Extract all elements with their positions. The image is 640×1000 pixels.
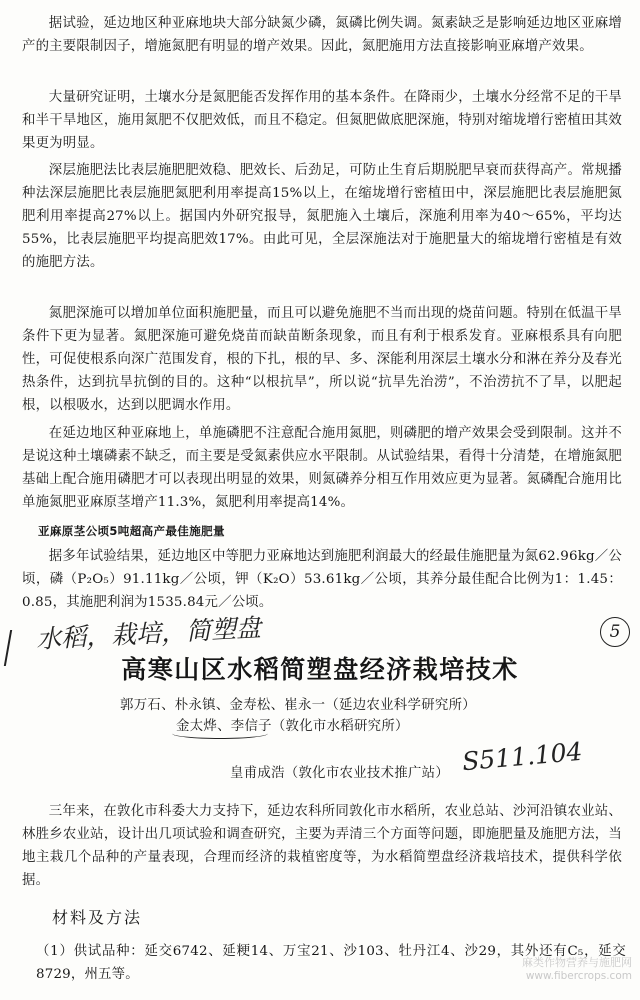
paragraph-optimal-rate: 据多年试验结果，延边地区中等肥力亚麻地达到施肥利润最大的经最佳施肥量为氮62.96kg／公顷，磷（P₂O₅）91.11kg／公顷，钾（K₂O）53.61kg／公顷，其养分最佳配合比例为1：1.45：0.85，其施肥利润为1535.84元／公顷。 [22,549,622,610]
circled-page-number: 5 [600,617,630,647]
paragraph-nitrogen-deficiency: 据试验，延边地区种亚麻地块大部分缺氮少磷，氮磷比例失调。氮素缺乏是影响延边地区亚麻增产的主要限制因子，增施氮肥有明显的增产效果。因此，氮肥施用方法直接影响亚麻增产效果。 [22,16,622,54]
paragraph-soil-moisture: 大量研究证明，土壤水分是氮肥能否发挥作用的基本条件。在降雨少，土壤水分经常不足的干旱和半干旱地区，施用氮肥不仅肥效低，而且不稳定。但氮肥做底肥深施，特别对缩垅增行密植田其效果更为明显。 [22,90,622,151]
article-intro: 三年来，在敦化市科委大力支持下，延边农科所同敦化市水稻所，农业总站、沙河沿镇农业站、林胜乡农业站，设计出几项试验和调查研究，主要为弄清三个方面等问题，即施肥量及施肥方法，当地主栽几个品种的产量表现，合理而经济的栽植密度等，为水稻简塑盘经济栽培技术，提供科学依据。 [22,804,622,888]
author-line-3: 皇甫成浩（敦化市农业技术推广站） [230,766,450,781]
watermark-site-name: 麻类作物营养与施肥网 [522,956,632,969]
author-line-2: 金太烨、李信子（敦化市水稻研究所） [176,719,409,734]
paragraph-deep-fertilization: 深层施肥法比表层施肥肥效稳、肥效长、后劲足，可防止生育后期脱肥早衰而获得高产。常规播种法深层施肥比表层施肥氮肥利用率提高15%以上，在缩垅增行密植田中，深层施肥比表层施肥氮肥利用率提高27%以上。据国内外研究报导，氮肥施入土壤后，深施利用率为40～65%，平均达55%，比表层施肥平均提高肥效17%。由此可见，全层深施法对于施肥量大的缩垅增行密植是有效的施肥方法。 [22,163,622,270]
hand-underline-mark [172,728,268,739]
section-title: 亚麻原茎公顷5吨超高产最佳施肥量 [38,524,225,538]
paragraph-phosphorus: 在延边地区种亚麻地上，单施磷肥不注意配合施用氮肥，则磷肥的增产效果会受到限制。这并不是说这种土壤磷素不缺乏，而主要是受氮素供应水平限制。从试验结果，看得十分清楚，在增施氮肥基础上配合施用磷肥才可以表现出明显的效果，则氮磷养分相互作用效应更为显著。氮磷配合施用比单施氮肥亚麻原茎增产11.3%，氮肥利用率提高14%。 [22,426,622,510]
author-line-1: 郭万石、朴永镇、金寿松、崔永一（延边农业科学研究所） [120,698,476,713]
paragraph-root-development: 氮肥深施可以增加单位面积施肥量，而且可以避免施肥不当而出现的烧苗问题。特别在低温干旱条件下更为显著。氮肥深施可避免烧苗而缺苗断条现象，而且有利于根系发育。亚麻根系具有向肥性，可促使根系向深广范围发育，根的下扎，根的早、多、深能利用深层土壤水分和淋在养分及春光热条件，达到抗旱抗倒的目的。这种“以根抗旱”，所以说“抗旱先治涝”，不治涝抗不了旱，以肥起根，以根吸水，达到以肥调水作用。 [22,306,622,413]
article-title: 高寒山区水稻简塑盘经济栽培技术 [121,655,519,684]
handwritten-keywords: 水稻，栽培，简塑盘 [35,613,262,654]
materials-item-1: （1）供试品种：延交6742、延粳14、万宝21、沙103、牡丹江4、沙29，其外还有C₅，延交8729，州五等。 [36,944,626,982]
handwritten-classification-code: S511.104 [460,736,584,777]
materials-heading: 材料及方法 [52,908,143,927]
watermark-url: www.fibercrops.com [525,970,632,982]
